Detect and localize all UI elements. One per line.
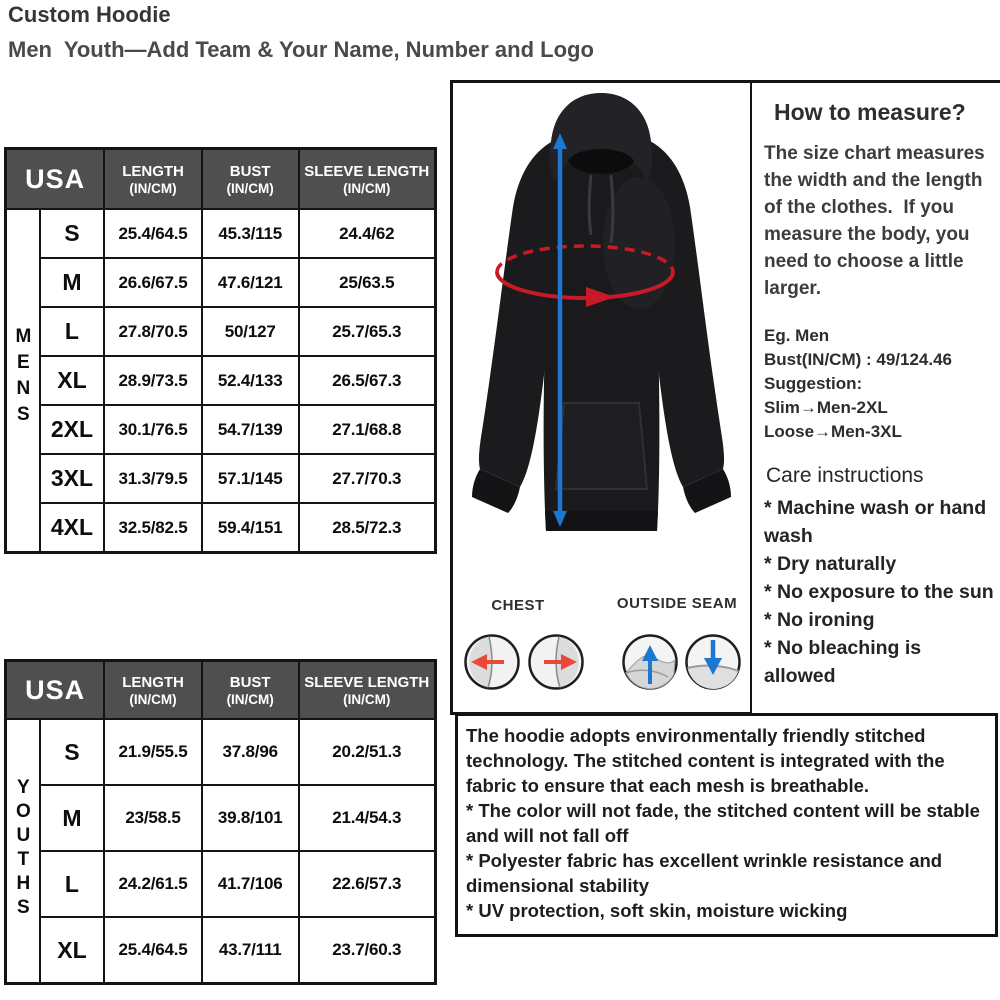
table-row <box>6 851 436 917</box>
bust-cell: 50/127 <box>202 307 299 356</box>
column-header-bust <box>202 661 299 720</box>
product-description-box <box>455 713 998 937</box>
size-cell: XL <box>40 356 104 405</box>
header-unit: (IN/CM) <box>226 692 274 707</box>
page-title: Custom Hoodie <box>8 2 171 27</box>
length-cell: 25.4/64.5 <box>104 209 202 258</box>
how-to-measure-text: The size chart measures the width and the length of the clothes. If you measure the body, you need to choose a little larger. <box>764 143 990 299</box>
bust-cell: 59.4/151 <box>202 503 299 553</box>
length-cell: 30.1/76.5 <box>104 405 202 454</box>
care-item: * Machine wash or hand wash <box>764 497 987 547</box>
mens-header-row <box>6 149 436 210</box>
bust-cell: 54.7/139 <box>202 405 299 454</box>
header-unit: (IN/CM) <box>343 692 391 707</box>
bust-cell: 43.7/111 <box>202 917 299 984</box>
column-header-length <box>104 149 202 210</box>
table-row <box>6 719 436 785</box>
outside-seam-up-icon <box>620 632 680 692</box>
table-row <box>6 454 436 503</box>
size-example-block <box>764 324 996 444</box>
sleeve-cell: 27.7/70.3 <box>299 454 436 503</box>
table-row <box>6 209 436 258</box>
bust-cell: 52.4/133 <box>202 356 299 405</box>
table-row <box>6 307 436 356</box>
header-unit: (IN/CM) <box>226 181 274 196</box>
length-cell: 23/58.5 <box>104 785 202 851</box>
example-line: Suggestion: <box>764 374 863 393</box>
column-header-bust <box>202 149 299 210</box>
vertical-label: YOUTHS <box>12 776 34 921</box>
care-item: * No bleaching is allowed <box>764 637 922 687</box>
care-instructions-list <box>764 494 996 690</box>
size-cell: L <box>40 307 104 356</box>
outside-seam-down-icon <box>683 632 743 692</box>
sleeve-cell: 20.2/51.3 <box>299 719 436 785</box>
length-cell: 27.8/70.5 <box>104 307 202 356</box>
table-row <box>6 503 436 553</box>
bust-cell: 45.3/115 <box>202 209 299 258</box>
table-row <box>6 785 436 851</box>
bust-cell: 39.8/101 <box>202 785 299 851</box>
example-line: Slim→Men-2XL <box>764 398 888 417</box>
table-row <box>6 917 436 984</box>
description-paragraph: The hoodie adopts environmentally friendly stitched technology. The stitched content is integrated with the fabric to ensure that each mesh is breathable. <box>466 725 945 796</box>
header-label: LENGTH <box>122 674 184 691</box>
outside-seam-label: OUTSIDE SEAM <box>616 595 738 612</box>
size-cell: 4XL <box>40 503 104 553</box>
sleeve-cell: 25.7/65.3 <box>299 307 436 356</box>
bust-cell: 41.7/106 <box>202 851 299 917</box>
table-row <box>6 258 436 307</box>
size-cell: 2XL <box>40 405 104 454</box>
page-subtitle: Men Youth—Add Team & Your Name, Number and Logo <box>8 37 594 62</box>
bust-cell: 47.6/121 <box>202 258 299 307</box>
length-cell: 24.2/61.5 <box>104 851 202 917</box>
size-cell: XL <box>40 917 104 984</box>
header-unit: (IN/CM) <box>129 181 177 196</box>
length-cell: 28.9/73.5 <box>104 356 202 405</box>
mens-size-table <box>4 147 437 554</box>
column-header-sleeve <box>299 149 436 210</box>
size-cell: 3XL <box>40 454 104 503</box>
youths-header-row <box>6 661 436 720</box>
example-line: Loose→Men-3XL <box>764 422 902 441</box>
header-label: LENGTH <box>122 163 184 180</box>
care-item: * Dry naturally <box>764 553 897 575</box>
sleeve-cell: 25/63.5 <box>299 258 436 307</box>
size-cell: M <box>40 785 104 851</box>
description-bullet: * The color will not fade, the stitched content will be stable and will not fall off <box>466 800 980 846</box>
length-cell: 31.3/79.5 <box>104 454 202 503</box>
sleeve-cell: 26.5/67.3 <box>299 356 436 405</box>
header-label: BUST <box>229 674 271 691</box>
table-row <box>6 405 436 454</box>
chest-label: CHEST <box>491 597 545 614</box>
chest-measure-left-icon <box>462 632 522 692</box>
column-header-usa: USA <box>6 661 105 720</box>
size-cell: S <box>40 209 104 258</box>
table-row <box>6 356 436 405</box>
size-cell: L <box>40 851 104 917</box>
bust-cell: 57.1/145 <box>202 454 299 503</box>
size-cell: S <box>40 719 104 785</box>
sleeve-cell: 27.1/68.8 <box>299 405 436 454</box>
length-cell: 25.4/64.5 <box>104 917 202 984</box>
header-label: BUST <box>229 163 271 180</box>
sleeve-cell: 24.4/62 <box>299 209 436 258</box>
length-cell: 21.9/55.5 <box>104 719 202 785</box>
description-bullet: * UV protection, soft skin, moisture wicking <box>466 900 848 921</box>
bust-cell: 37.8/96 <box>202 719 299 785</box>
header-unit: (IN/CM) <box>343 181 391 196</box>
sleeve-cell: 28.5/72.3 <box>299 503 436 553</box>
care-item: * No ironing <box>764 609 875 631</box>
length-cell: 26.6/67.5 <box>104 258 202 307</box>
care-item: * No exposure to the sun <box>764 581 994 603</box>
example-line: Bust(IN/CM) : 49/124.46 <box>764 350 952 369</box>
hoodie-image <box>453 83 750 588</box>
length-cell: 32.5/82.5 <box>104 503 202 553</box>
description-bullet: * Polyester fabric has excellent wrinkle resistance and dimensional stability <box>466 850 943 896</box>
header-unit: (IN/CM) <box>129 692 177 707</box>
sleeve-cell: 23.7/60.3 <box>299 917 436 984</box>
garment-panel <box>450 80 752 715</box>
group-label-mens <box>6 209 40 553</box>
vertical-label: MENS <box>12 326 34 430</box>
how-to-measure-heading: How to measure? <box>774 99 966 125</box>
header-label: SLEEVE LENGTH <box>304 163 430 180</box>
header-label: SLEEVE LENGTH <box>304 674 430 691</box>
column-header-length <box>104 661 202 720</box>
group-label-youths <box>6 719 40 984</box>
care-instructions-heading: Care instructions <box>766 464 924 487</box>
column-header-sleeve <box>299 661 436 720</box>
sleeve-cell: 22.6/57.3 <box>299 851 436 917</box>
sleeve-cell: 21.4/54.3 <box>299 785 436 851</box>
youths-size-table <box>4 659 437 985</box>
example-line: Eg. Men <box>764 326 830 345</box>
size-cell: M <box>40 258 104 307</box>
how-to-measure-panel <box>752 80 1000 713</box>
chest-measure-right-icon <box>526 632 586 692</box>
column-header-usa: USA <box>6 149 105 210</box>
